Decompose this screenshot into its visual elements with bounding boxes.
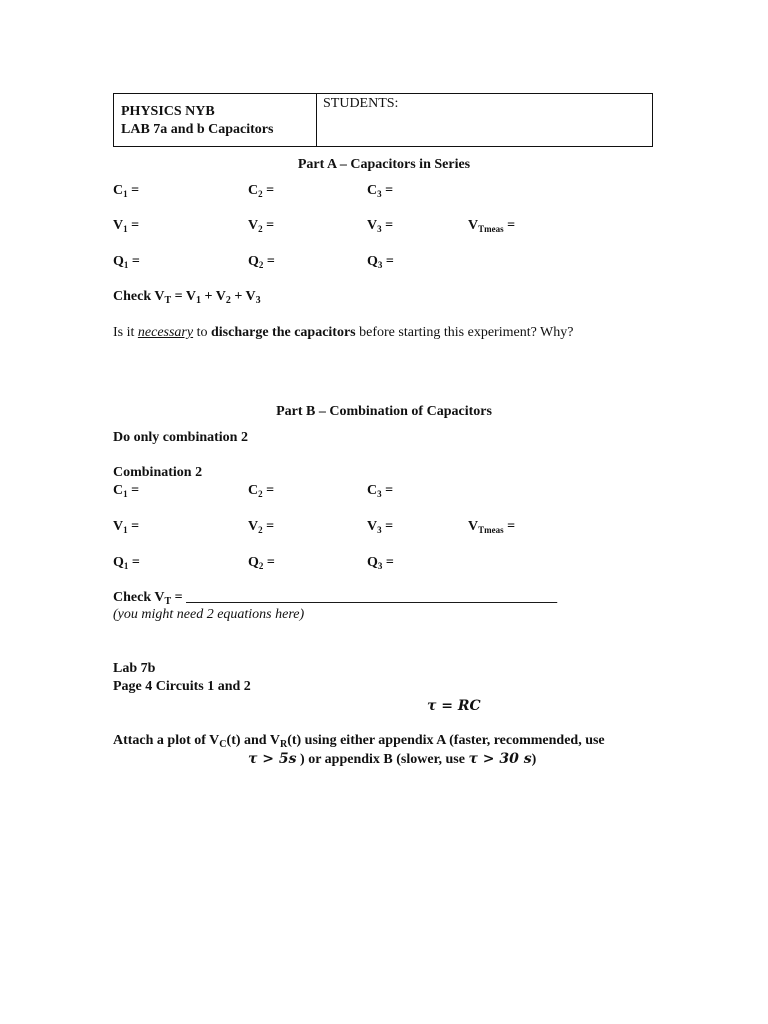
part-a-vtmeas: $V_{Tmeas}$ = (468, 218, 516, 234)
part-b-q1: $Q_1$ = (113, 555, 140, 571)
tau-formula: τ = RC (427, 698, 481, 714)
part-b-q3: $Q_3$ = (367, 555, 394, 571)
part-a-v1: $V_1$ = (113, 218, 140, 234)
part-a-q1: $Q_1$ = (113, 254, 140, 270)
check-blank-line: _____________________________________________________ (186, 590, 558, 605)
students-label: STUDENTS: (323, 96, 399, 111)
part-b-instruction: Do only combination 2 (113, 430, 248, 445)
header-table (113, 93, 653, 147)
part-a-q2: $Q_2$ = (248, 254, 275, 270)
part-b-title: Part B – Combination of Capacitors (276, 404, 492, 419)
course-cell (114, 94, 317, 146)
part-b-check: Check $V_T$ = _____________________________________________________ (113, 590, 558, 607)
part-b-vtmeas: $V_{Tmeas}$ = (468, 519, 516, 535)
lab7b-title: Lab 7b (113, 661, 156, 676)
part-a-title: Part A – Capacitors in Series (297, 157, 471, 172)
attach-plot-line1: Attach a plot of $V_C(t)$ and $V_R(t)$ using either appendix A (faster, recommended, use (113, 733, 605, 750)
part-a-c3: $C_3$ = (367, 183, 394, 199)
part-a-q3: $Q_3$ = (367, 254, 394, 270)
part-b-v2: $V_2$ = (248, 519, 275, 535)
combination-label: Combination 2 (113, 465, 203, 480)
students-cell (317, 94, 652, 146)
attach-plot-line2: τ > 5s ) or appendix B (slower, use τ > 30 s) (248, 751, 537, 767)
part-a-c1: $C_1$ = (113, 183, 140, 199)
part-a-check: Check $V_T = V_1 + V_2 + V_3$ (113, 289, 261, 306)
lab-title: LAB 7a and b Capacitors (121, 122, 274, 137)
course-name: PHYSICS NYB (121, 104, 215, 119)
part-a-v2: $V_2$ = (248, 218, 275, 234)
part-b-v3: $V_3$ = (367, 519, 394, 535)
part-a-c2: $C_2$ = (248, 183, 275, 199)
lab7b-page: Page 4 Circuits 1 and 2 (113, 679, 251, 694)
part-b-c2: $C_2$ = (248, 483, 275, 499)
part-a-v3: $V_3$ = (367, 218, 394, 234)
part-b-v1: $V_1$ = (113, 519, 140, 535)
part-b-q2: $Q_2$ = (248, 555, 275, 571)
discharge-question: Is it necessary to discharge the capacitors before starting this experiment? Why? (113, 325, 574, 340)
part-b-c3: $C_3$ = (367, 483, 394, 499)
equations-note: (you might need 2 equations here) (113, 607, 305, 622)
part-b-c1: $C_1$ = (113, 483, 140, 499)
